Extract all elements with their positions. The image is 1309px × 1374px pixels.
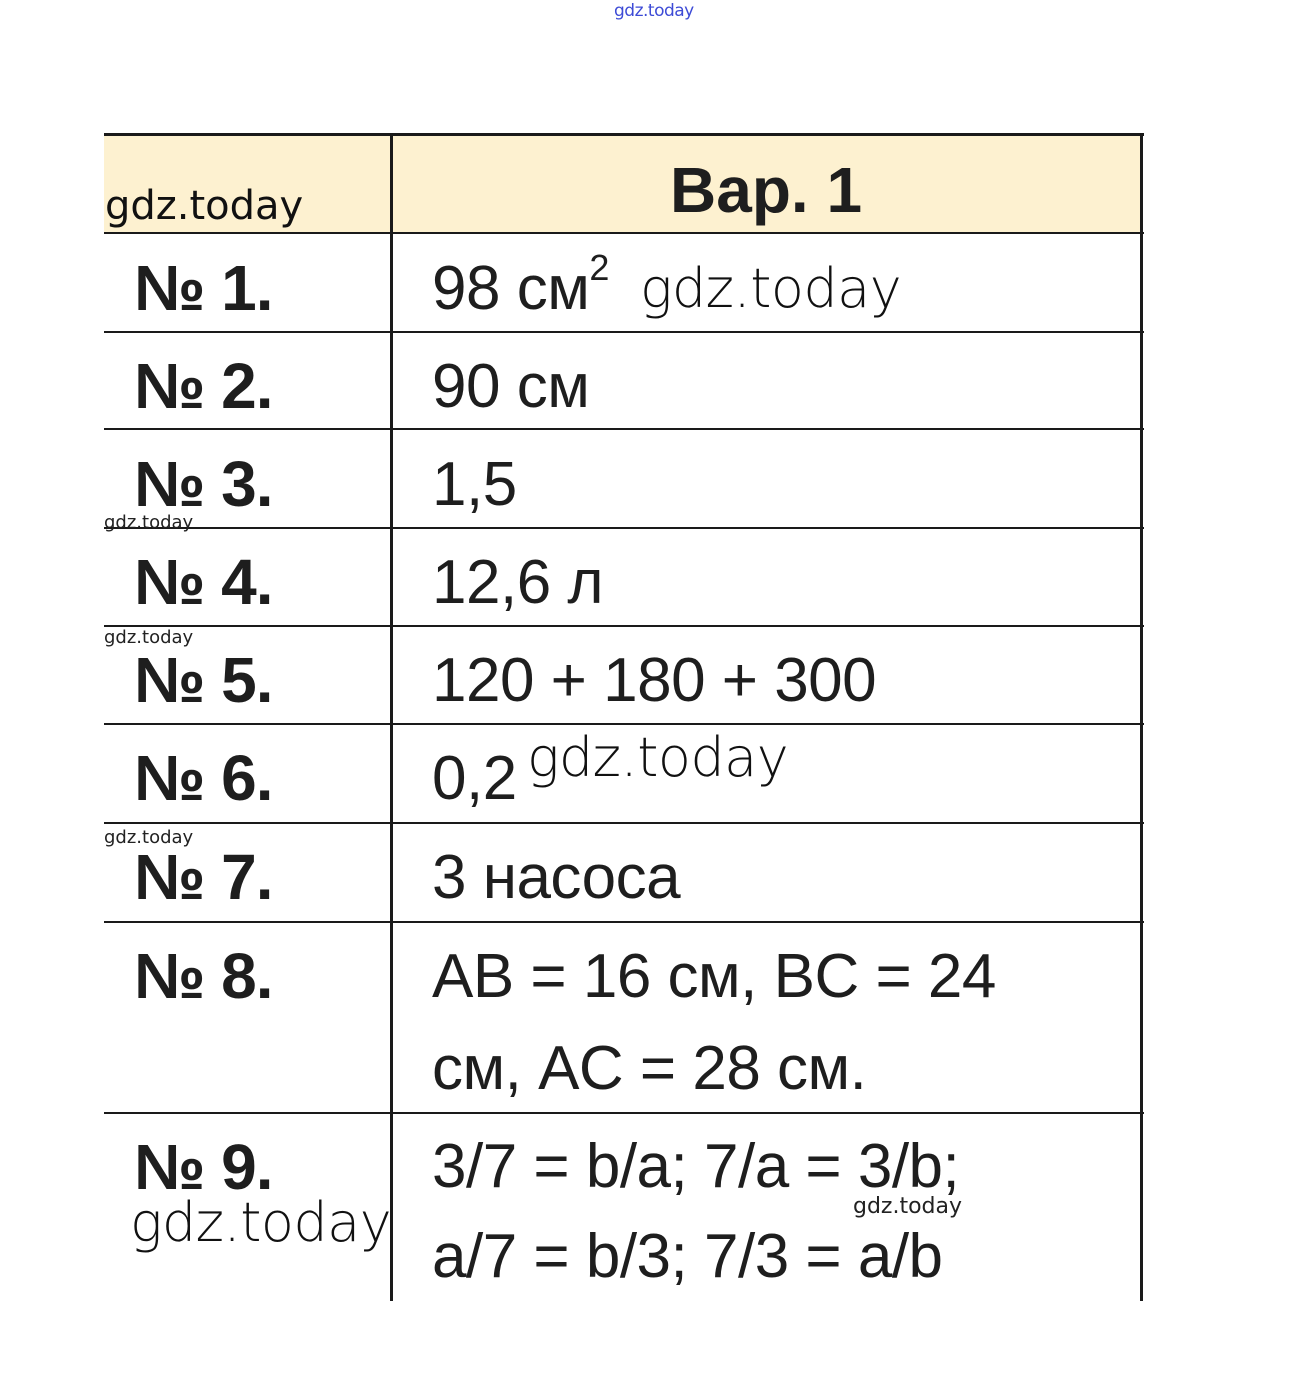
watermark: gdz.today bbox=[130, 1191, 392, 1254]
row-number: № 7. bbox=[134, 841, 273, 913]
row-answer: 3 насоса bbox=[432, 843, 681, 912]
row-divider bbox=[104, 723, 1144, 725]
row-answer: 98 $см^2$ bbox=[432, 247, 609, 323]
watermark: gdz.today bbox=[853, 1194, 963, 1219]
watermark-top: gdz.today bbox=[614, 1, 694, 21]
column-divider bbox=[390, 133, 393, 1301]
watermark: gdz.today bbox=[104, 827, 194, 848]
header-variant: Вар. 1 bbox=[670, 154, 863, 226]
row-number: № 5. bbox=[134, 644, 273, 716]
row-number: № 3. bbox=[134, 448, 273, 520]
row-divider bbox=[104, 428, 1144, 430]
row-answer: 1,5 bbox=[432, 450, 517, 519]
watermark: gdz.today bbox=[527, 726, 789, 789]
row-answer-line-1: AB = 16 см, BC = 24 bbox=[432, 942, 996, 1011]
row-divider bbox=[104, 822, 1144, 824]
row-divider bbox=[104, 232, 1144, 234]
row-number: № 9. bbox=[134, 1131, 273, 1203]
row-number: № 4. bbox=[134, 546, 273, 618]
row-answer: 120 + 180 + 300 bbox=[432, 646, 877, 715]
row-divider bbox=[104, 625, 1144, 627]
row-answer-line-2: a/7 = b/3; 7/3 = a/b bbox=[432, 1222, 943, 1291]
row-divider bbox=[104, 331, 1144, 333]
row-divider bbox=[104, 921, 1144, 923]
row-answer-line-2: см, AC = 28 см. bbox=[432, 1034, 867, 1103]
row-divider bbox=[104, 527, 1144, 529]
watermark: gdz.today bbox=[640, 257, 902, 320]
table-border-right bbox=[1140, 133, 1143, 1301]
row-number: № 2. bbox=[134, 350, 273, 422]
row-divider bbox=[104, 1112, 1144, 1114]
row-number: № 8. bbox=[134, 940, 273, 1012]
row-number: № 1. bbox=[134, 252, 273, 324]
watermark: gdz.today bbox=[104, 627, 194, 648]
watermark: gdz.today bbox=[105, 183, 304, 229]
row-answer: 0,2 bbox=[432, 744, 517, 813]
answers-table bbox=[104, 133, 1144, 1301]
row-answer-line-1: 3/7 = b/a; 7/a = 3/b; bbox=[432, 1132, 960, 1201]
watermark: gdz.today bbox=[104, 512, 194, 533]
table-border-top bbox=[104, 133, 1144, 136]
row-answer: 90 см bbox=[432, 352, 590, 421]
row-answer: 12,6 л bbox=[432, 548, 604, 617]
row-number: № 6. bbox=[134, 742, 273, 814]
